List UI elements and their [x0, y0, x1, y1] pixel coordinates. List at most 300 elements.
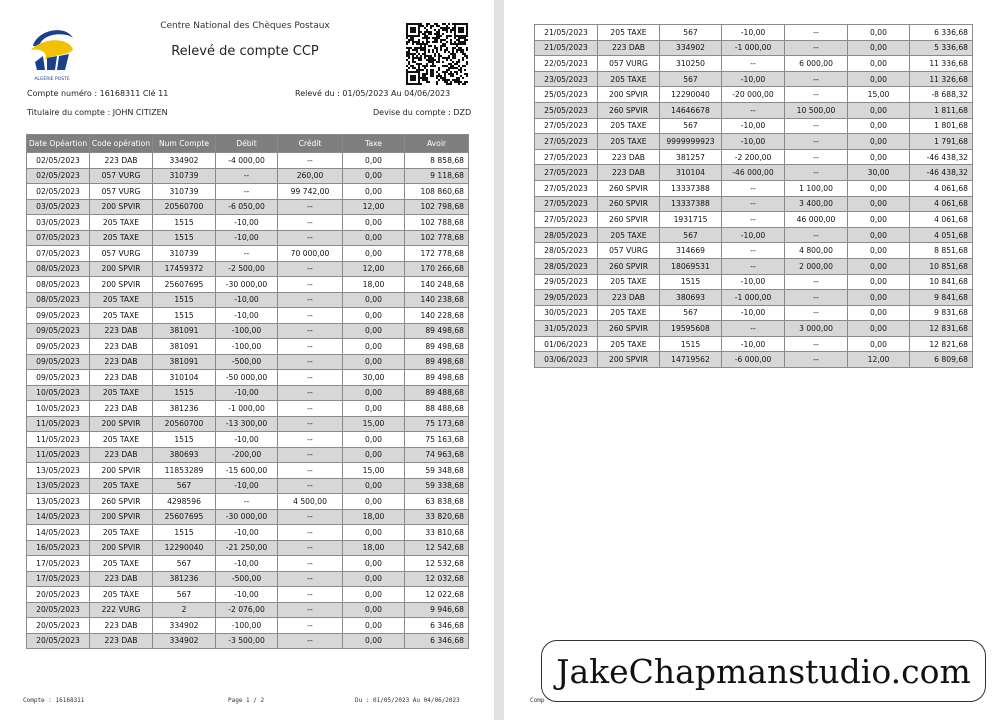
table-cell: 11/05/2023: [27, 432, 90, 448]
table-cell: 381236: [153, 401, 216, 417]
table-cell: 25607695: [153, 509, 216, 525]
table-cell: 205 TAXE: [90, 556, 153, 572]
table-cell: 12 831,68: [910, 321, 973, 337]
table-cell: 057 VURG: [90, 246, 153, 262]
table-cell: 057 VURG: [598, 56, 660, 72]
footer-account-page-2: Comp: [530, 697, 545, 704]
table-cell: --: [785, 71, 848, 87]
table-cell: 07/05/2023: [27, 230, 90, 246]
table-cell: 0,00: [343, 184, 405, 200]
table-cell: 260 SPVIR: [598, 258, 660, 274]
table-cell: 25/05/2023: [535, 87, 598, 103]
table-cell: 20/05/2023: [27, 618, 90, 634]
table-row: [27, 215, 469, 231]
table-cell: --: [278, 308, 343, 324]
table-cell: 200 SPVIR: [90, 261, 153, 277]
table-cell: 0,00: [343, 153, 405, 169]
table-cell: 0,00: [848, 180, 910, 196]
table-cell: 25607695: [153, 277, 216, 293]
table-cell: 223 DAB: [90, 370, 153, 386]
footer-page-number: Page 1 / 2: [228, 697, 265, 704]
table-cell: -1 000,00: [722, 40, 785, 56]
table-cell: 0,00: [343, 571, 405, 587]
table-cell: 205 TAXE: [598, 336, 660, 352]
table-cell: 15,00: [343, 463, 405, 479]
table-cell: 260 SPVIR: [90, 494, 153, 510]
table-cell: 205 TAXE: [90, 230, 153, 246]
table-cell: --: [278, 261, 343, 277]
table-cell: 0,00: [343, 556, 405, 572]
table-cell: 0,00: [343, 385, 405, 401]
table-cell: 205 TAXE: [90, 385, 153, 401]
table-row: [27, 494, 469, 510]
table-cell: 09/05/2023: [27, 308, 90, 324]
table-cell: --: [278, 323, 343, 339]
table-cell: 15,00: [848, 87, 910, 103]
table-cell: 260 SPVIR: [598, 321, 660, 337]
table-row: [535, 305, 973, 321]
table-cell: --: [278, 602, 343, 618]
table-row: [535, 180, 973, 196]
table-row: [535, 336, 973, 352]
table-cell: 89 498,68: [405, 354, 469, 370]
table-cell: 6 346,68: [405, 618, 469, 634]
table-cell: 260 SPVIR: [598, 196, 660, 212]
table-cell: --: [278, 385, 343, 401]
table-cell: 27/05/2023: [535, 149, 598, 165]
table-cell: 205 TAXE: [598, 305, 660, 321]
table-cell: --: [722, 180, 785, 196]
table-cell: 12 532,68: [405, 556, 469, 572]
table-cell: -10,00: [722, 118, 785, 134]
table-cell: 0,00: [848, 274, 910, 290]
table-cell: 08/05/2023: [27, 261, 90, 277]
table-cell: 2: [153, 602, 216, 618]
table-row: [535, 87, 973, 103]
table-cell: -10,00: [216, 215, 278, 231]
table-cell: 17/05/2023: [27, 556, 90, 572]
table-cell: 27/05/2023: [535, 118, 598, 134]
table-row: [27, 556, 469, 572]
table-cell: -100,00: [216, 618, 278, 634]
table-cell: 223 DAB: [90, 447, 153, 463]
account-currency: Devise du compte : DZD: [373, 108, 472, 117]
table-row: [27, 339, 469, 355]
table-cell: 15,00: [343, 416, 405, 432]
table-cell: --: [722, 102, 785, 118]
table-cell: -50 000,00: [216, 370, 278, 386]
table-cell: 260,00: [278, 168, 343, 184]
table-cell: 057 VURG: [90, 168, 153, 184]
table-cell: 140 248,68: [405, 277, 469, 293]
table-cell: 1515: [153, 385, 216, 401]
table-cell: --: [278, 370, 343, 386]
table-cell: 9 946,68: [405, 602, 469, 618]
table-cell: 08/05/2023: [27, 277, 90, 293]
table-cell: 12 542,68: [405, 540, 469, 556]
table-cell: --: [785, 165, 848, 181]
table-row: [27, 385, 469, 401]
table-cell: --: [722, 212, 785, 228]
table-cell: 0,00: [848, 71, 910, 87]
table-cell: 4 500,00: [278, 494, 343, 510]
table-cell: 02/05/2023: [27, 168, 90, 184]
table-cell: 057 VURG: [90, 184, 153, 200]
table-cell: 205 TAXE: [90, 215, 153, 231]
table-header-row: [27, 135, 469, 153]
table-cell: 1515: [660, 274, 722, 290]
table-cell: -10,00: [722, 227, 785, 243]
table-cell: 567: [660, 118, 722, 134]
table-cell: 20560700: [153, 199, 216, 215]
account-number: Compte numéro : 16168311 Clé 11: [27, 89, 169, 98]
table-cell: -10,00: [216, 525, 278, 541]
table-row: [27, 354, 469, 370]
table-cell: 1 100,00: [785, 180, 848, 196]
table-row: [535, 149, 973, 165]
table-row: [27, 478, 469, 494]
table-cell: 18,00: [343, 509, 405, 525]
table-cell: --: [278, 587, 343, 603]
table-cell: 02/05/2023: [27, 153, 90, 169]
table-row: [27, 432, 469, 448]
table-cell: -10,00: [216, 556, 278, 572]
table-cell: -46 438,32: [910, 165, 973, 181]
table-cell: 11/05/2023: [27, 447, 90, 463]
table-cell: --: [278, 215, 343, 231]
table-cell: 59 338,68: [405, 478, 469, 494]
table-cell: 310739: [153, 184, 216, 200]
table-cell: --: [278, 153, 343, 169]
table-cell: --: [785, 290, 848, 306]
table-cell: 89 498,68: [405, 323, 469, 339]
transactions-body-continued: [535, 25, 973, 368]
table-cell: 1 791,68: [910, 134, 973, 150]
table-row: [535, 134, 973, 150]
table-row: [535, 290, 973, 306]
table-cell: --: [278, 339, 343, 355]
table-cell: -10,00: [722, 274, 785, 290]
table-cell: -6 000,00: [722, 352, 785, 368]
table-cell: 057 VURG: [598, 243, 660, 259]
transactions-table: [26, 134, 469, 649]
table-cell: 102 798,68: [405, 199, 469, 215]
table-cell: 75 163,68: [405, 432, 469, 448]
table-cell: --: [278, 354, 343, 370]
column-header: Avoir: [405, 135, 469, 153]
table-cell: 22/05/2023: [535, 56, 598, 72]
table-cell: 30/05/2023: [535, 305, 598, 321]
table-cell: 11853289: [153, 463, 216, 479]
table-cell: 27/05/2023: [535, 212, 598, 228]
table-row: [27, 618, 469, 634]
table-cell: 6 000,00: [785, 56, 848, 72]
table-cell: 12 032,68: [405, 571, 469, 587]
table-cell: 1515: [153, 292, 216, 308]
table-cell: 12,00: [343, 199, 405, 215]
table-cell: 205 TAXE: [598, 134, 660, 150]
table-cell: 310104: [660, 165, 722, 181]
logo-caption: ALGÉRIE POSTE: [34, 77, 70, 82]
table-cell: 200 SPVIR: [90, 540, 153, 556]
table-cell: 8 858,68: [405, 153, 469, 169]
table-cell: 11 336,68: [910, 56, 973, 72]
table-cell: 567: [153, 556, 216, 572]
table-cell: 0,00: [343, 432, 405, 448]
table-cell: 205 TAXE: [90, 587, 153, 603]
table-cell: 12,00: [848, 352, 910, 368]
table-cell: 4 061,68: [910, 196, 973, 212]
table-cell: 09/05/2023: [27, 323, 90, 339]
table-cell: 03/06/2023: [535, 352, 598, 368]
organization-name: Centre National des Chèques Postaux: [160, 21, 330, 31]
table-cell: 63 838,68: [405, 494, 469, 510]
table-cell: 70 000,00: [278, 246, 343, 262]
table-cell: -100,00: [216, 339, 278, 355]
table-cell: 4298596: [153, 494, 216, 510]
table-cell: 8 851,68: [910, 243, 973, 259]
table-cell: --: [722, 196, 785, 212]
watermark-banner: JakeChapmanstudio.com: [541, 640, 986, 702]
table-row: [27, 277, 469, 293]
table-cell: 30,00: [848, 165, 910, 181]
table-cell: --: [785, 40, 848, 56]
table-cell: 17459372: [153, 261, 216, 277]
table-cell: 20560700: [153, 416, 216, 432]
table-cell: 14646678: [660, 102, 722, 118]
table-cell: 260 SPVIR: [598, 180, 660, 196]
table-cell: 29/05/2023: [535, 274, 598, 290]
table-cell: -10,00: [216, 478, 278, 494]
table-cell: --: [278, 463, 343, 479]
table-cell: 205 TAXE: [90, 308, 153, 324]
footer-account: Compte : 16168311: [23, 697, 85, 704]
table-cell: --: [785, 149, 848, 165]
table-cell: --: [278, 292, 343, 308]
table-cell: 200 SPVIR: [90, 509, 153, 525]
table-row: [27, 199, 469, 215]
table-cell: 0,00: [848, 321, 910, 337]
table-cell: 20/05/2023: [27, 587, 90, 603]
table-cell: 0,00: [343, 525, 405, 541]
table-cell: 310250: [660, 56, 722, 72]
table-cell: 89 498,68: [405, 339, 469, 355]
table-cell: 5 336,68: [910, 40, 973, 56]
table-row: [535, 243, 973, 259]
table-row: [535, 40, 973, 56]
table-cell: 09/05/2023: [27, 339, 90, 355]
table-cell: 12,00: [343, 261, 405, 277]
table-row: [27, 571, 469, 587]
table-cell: 170 266,68: [405, 261, 469, 277]
table-cell: 4 061,68: [910, 212, 973, 228]
table-cell: --: [278, 401, 343, 417]
table-row: [27, 633, 469, 649]
table-cell: --: [722, 258, 785, 274]
table-cell: -10,00: [722, 71, 785, 87]
table-cell: 10/05/2023: [27, 401, 90, 417]
table-row: [535, 196, 973, 212]
table-cell: 27/05/2023: [535, 165, 598, 181]
document-title: Relevé de compte CCP: [171, 44, 319, 59]
qr-code-icon: [406, 23, 468, 85]
table-cell: 223 DAB: [90, 633, 153, 649]
table-cell: 12 821,68: [910, 336, 973, 352]
table-cell: 0,00: [848, 56, 910, 72]
table-cell: 23/05/2023: [535, 71, 598, 87]
table-cell: 9 831,68: [910, 305, 973, 321]
table-cell: 200 SPVIR: [90, 199, 153, 215]
table-cell: 205 TAXE: [598, 118, 660, 134]
table-cell: 30,00: [343, 370, 405, 386]
table-cell: 6 336,68: [910, 25, 973, 41]
table-cell: 205 TAXE: [598, 25, 660, 41]
table-cell: -100,00: [216, 323, 278, 339]
table-cell: --: [278, 432, 343, 448]
table-cell: 99 742,00: [278, 184, 343, 200]
table-cell: 205 TAXE: [598, 274, 660, 290]
table-cell: 205 TAXE: [90, 292, 153, 308]
table-cell: 3 000,00: [785, 321, 848, 337]
table-cell: 205 TAXE: [90, 432, 153, 448]
table-cell: --: [278, 525, 343, 541]
table-cell: --: [785, 25, 848, 41]
table-cell: 200 SPVIR: [90, 277, 153, 293]
table-cell: 223 DAB: [90, 618, 153, 634]
table-row: [27, 153, 469, 169]
table-cell: -46 438,32: [910, 149, 973, 165]
table-row: [27, 401, 469, 417]
table-cell: 17/05/2023: [27, 571, 90, 587]
table-cell: --: [278, 509, 343, 525]
table-cell: -2 500,00: [216, 261, 278, 277]
table-row: [535, 352, 973, 368]
table-row: [27, 308, 469, 324]
table-cell: --: [278, 633, 343, 649]
table-cell: 223 DAB: [90, 153, 153, 169]
table-cell: 02/05/2023: [27, 184, 90, 200]
table-row: [27, 602, 469, 618]
table-cell: --: [785, 87, 848, 103]
table-cell: 567: [660, 71, 722, 87]
table-cell: 334902: [660, 40, 722, 56]
table-cell: --: [278, 571, 343, 587]
table-cell: 0,00: [343, 339, 405, 355]
table-cell: 0,00: [343, 323, 405, 339]
table-cell: 13337388: [660, 196, 722, 212]
table-cell: --: [278, 618, 343, 634]
table-cell: 0,00: [848, 25, 910, 41]
table-cell: 2 000,00: [785, 258, 848, 274]
table-cell: -6 050,00: [216, 199, 278, 215]
table-row: [535, 118, 973, 134]
table-cell: 20/05/2023: [27, 633, 90, 649]
table-cell: 03/05/2023: [27, 215, 90, 231]
transactions-table-continued: [534, 24, 973, 368]
table-cell: 205 TAXE: [90, 478, 153, 494]
table-cell: 314669: [660, 243, 722, 259]
table-cell: 381257: [660, 149, 722, 165]
table-row: [27, 292, 469, 308]
table-cell: 0,00: [343, 292, 405, 308]
table-cell: 200 SPVIR: [598, 87, 660, 103]
table-cell: 08/05/2023: [27, 292, 90, 308]
table-row: [27, 540, 469, 556]
table-cell: 0,00: [343, 246, 405, 262]
table-cell: 10 841,68: [910, 274, 973, 290]
table-cell: 28/05/2023: [535, 243, 598, 259]
table-cell: 205 TAXE: [598, 71, 660, 87]
table-cell: 567: [153, 587, 216, 603]
table-cell: -10,00: [216, 432, 278, 448]
table-cell: --: [785, 134, 848, 150]
transactions-body: [27, 153, 469, 649]
table-cell: 0,00: [848, 212, 910, 228]
table-cell: 1515: [153, 432, 216, 448]
table-cell: 18,00: [343, 540, 405, 556]
table-cell: 223 DAB: [90, 571, 153, 587]
table-cell: -2 076,00: [216, 602, 278, 618]
table-cell: 223 DAB: [90, 323, 153, 339]
table-cell: 3 400,00: [785, 196, 848, 212]
table-cell: 0,00: [343, 401, 405, 417]
table-cell: 0,00: [848, 258, 910, 274]
table-cell: 0,00: [343, 602, 405, 618]
table-cell: 18,00: [343, 277, 405, 293]
table-cell: 89 498,68: [405, 370, 469, 386]
table-row: [27, 587, 469, 603]
table-cell: 381091: [153, 339, 216, 355]
statement-page-1: [0, 0, 494, 720]
table-cell: 4 800,00: [785, 243, 848, 259]
table-cell: 567: [660, 305, 722, 321]
table-cell: 0,00: [343, 494, 405, 510]
table-cell: 12290040: [660, 87, 722, 103]
table-cell: 381236: [153, 571, 216, 587]
table-cell: --: [216, 168, 278, 184]
table-cell: 1515: [660, 336, 722, 352]
table-cell: 16/05/2023: [27, 540, 90, 556]
table-cell: 28/05/2023: [535, 258, 598, 274]
table-cell: 12 022,68: [405, 587, 469, 603]
table-row: [535, 165, 973, 181]
table-cell: 14/05/2023: [27, 509, 90, 525]
table-cell: 334902: [153, 153, 216, 169]
account-holder: Titulaire du compte : JOHN CITIZEN: [27, 108, 168, 117]
algerie-poste-logo-icon: [27, 26, 77, 84]
table-cell: 140 228,68: [405, 308, 469, 324]
table-cell: -500,00: [216, 354, 278, 370]
table-cell: -10,00: [216, 230, 278, 246]
table-row: [535, 56, 973, 72]
table-cell: 108 860,68: [405, 184, 469, 200]
table-row: [27, 261, 469, 277]
table-cell: 01/06/2023: [535, 336, 598, 352]
table-cell: 21/05/2023: [535, 25, 598, 41]
table-cell: 0,00: [848, 227, 910, 243]
table-cell: -500,00: [216, 571, 278, 587]
column-header: Débit: [216, 135, 278, 153]
table-row: [535, 321, 973, 337]
table-cell: 140 238,68: [405, 292, 469, 308]
table-cell: 33 810,68: [405, 525, 469, 541]
table-cell: 19595608: [660, 321, 722, 337]
table-row: [535, 71, 973, 87]
table-cell: 88 488,68: [405, 401, 469, 417]
table-cell: 12290040: [153, 540, 216, 556]
table-cell: -10,00: [722, 336, 785, 352]
table-cell: --: [278, 556, 343, 572]
